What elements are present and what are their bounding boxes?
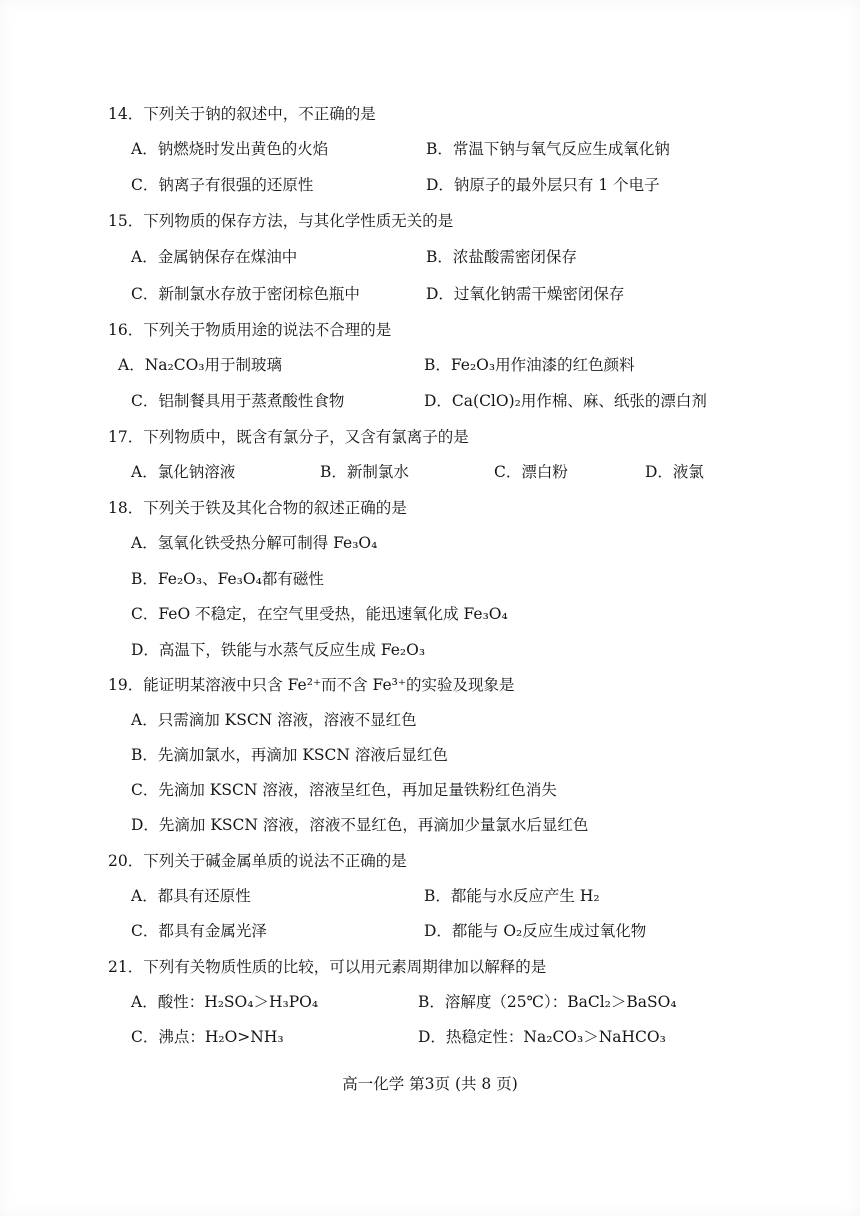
question-16-stem: 16．下列关于物质用途的说法不合理的是 [108, 321, 392, 339]
question-14-option-c: C．钠离子有很强的还原性 [131, 176, 314, 194]
question-14-stem: 14．下列关于钠的叙述中，不正确的是 [108, 105, 376, 123]
question-16-option-a: A．Na₂CO₃用于制玻璃 [118, 356, 282, 374]
question-16-option-d: D．Ca(ClO)₂用作棉、麻、纸张的漂白剂 [424, 392, 707, 410]
question-20-stem: 20．下列关于碱金属单质的说法不正确的是 [108, 852, 407, 870]
question-19-option-a: A．只需滴加 KSCN 溶液，溶液不显红色 [131, 711, 417, 729]
question-17-option-c: C．漂白粉 [494, 463, 568, 481]
question-21-option-a: A．酸性：H₂SO₄＞H₃PO₄ [131, 993, 319, 1011]
question-14-option-b: B．常温下钠与氧气反应生成氧化钠 [426, 140, 670, 158]
question-19-stem: 19．能证明某溶液中只含 Fe²⁺而不含 Fe³⁺的实验及现象是 [108, 676, 515, 694]
question-21-stem: 21．下列有关物质性质的比较，可以用元素周期律加以解释的是 [108, 958, 547, 976]
question-20-option-a: A．都具有还原性 [131, 887, 251, 905]
question-17-option-d: D．液氯 [645, 463, 704, 481]
question-18-option-b: B．Fe₂O₃、Fe₃O₄都有磁性 [131, 570, 324, 588]
question-15-option-c: C．新制氯水存放于密闭棕色瓶中 [131, 285, 360, 303]
question-18-stem: 18．下列关于铁及其化合物的叙述正确的是 [108, 499, 407, 517]
question-16-option-b: B．Fe₂O₃用作油漆的红色颜料 [424, 356, 635, 374]
question-15-option-d: D．过氧化钠需干燥密闭保存 [426, 285, 625, 303]
question-18-option-c: C．FeO 不稳定，在空气里受热，能迅速氧化成 Fe₃O₄ [131, 605, 508, 623]
question-15-option-a: A．金属钠保存在煤油中 [131, 248, 298, 266]
question-18-option-d: D．高温下，铁能与水蒸气反应生成 Fe₂O₃ [131, 641, 426, 659]
question-21-option-c: C．沸点：H₂O>NH₃ [131, 1028, 284, 1046]
question-21-option-b: B．溶解度（25℃）：BaCl₂＞BaSO₄ [418, 993, 677, 1011]
question-19-option-d: D．先滴加 KSCN 溶液，溶液不显红色，再滴加少量氯水后显红色 [131, 816, 589, 834]
question-20-option-d: D．都能与 O₂反应生成过氧化物 [424, 922, 647, 940]
question-17-option-a: A．氯化钠溶液 [131, 463, 236, 481]
page-footer: 高一化学 第3页 (共 8 页) [342, 1075, 518, 1093]
question-16-option-c: C．铝制餐具用于蒸煮酸性食物 [131, 392, 345, 410]
question-14-option-d: D．钠原子的最外层只有 1 个电子 [426, 176, 660, 194]
question-20-option-c: C．都具有金属光泽 [131, 922, 267, 940]
question-15-option-b: B．浓盐酸需密闭保存 [426, 248, 577, 266]
question-18-option-a: A．氢氧化铁受热分解可制得 Fe₃O₄ [131, 534, 378, 552]
question-20-option-b: B．都能与水反应产生 H₂ [424, 887, 600, 905]
question-19-option-c: C．先滴加 KSCN 溶液，溶液呈红色，再加足量铁粉红色消失 [131, 781, 557, 799]
question-15-stem: 15．下列物质的保存方法，与其化学性质无关的是 [108, 212, 454, 230]
question-19-option-b: B．先滴加氯水，再滴加 KSCN 溶液后显红色 [131, 746, 448, 764]
question-17-option-b: B．新制氯水 [320, 463, 409, 481]
question-14-option-a: A．钠燃烧时发出黄色的火焰 [131, 140, 329, 158]
question-21-option-d: D．热稳定性：Na₂CO₃＞NaHCO₃ [418, 1028, 666, 1046]
question-17-stem: 17．下列物质中，既含有氯分子，又含有氯离子的是 [108, 428, 469, 446]
